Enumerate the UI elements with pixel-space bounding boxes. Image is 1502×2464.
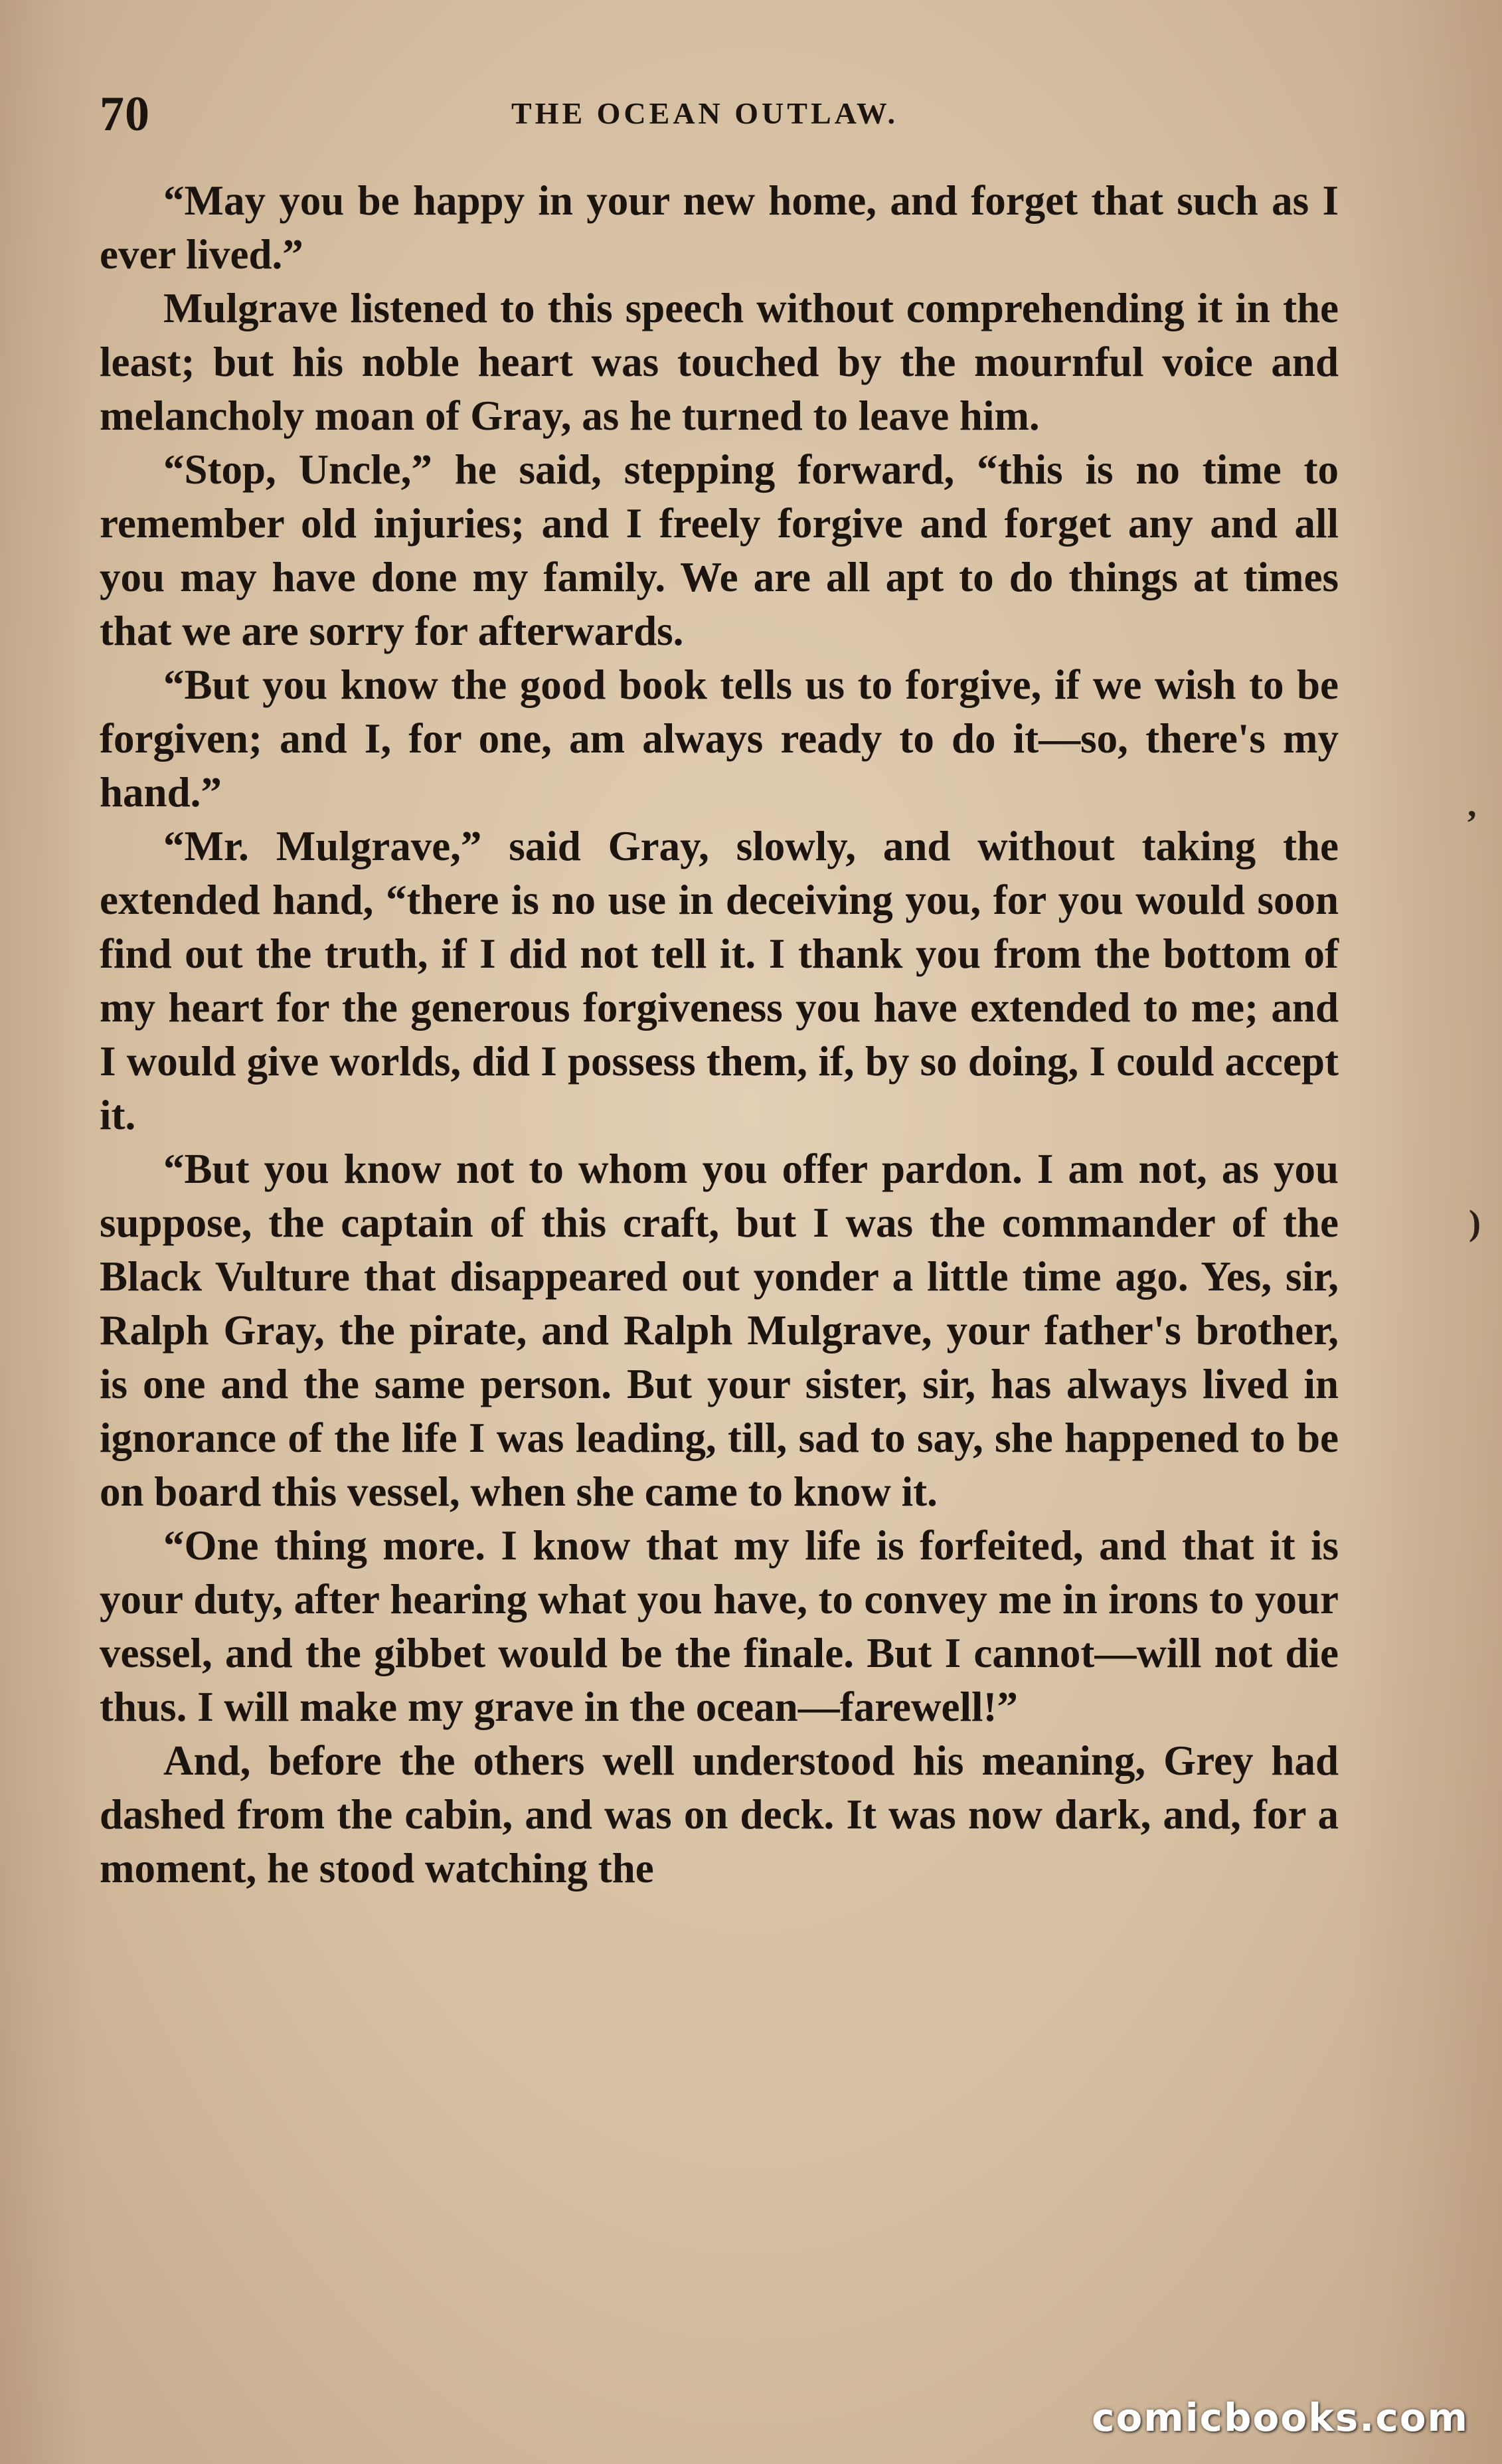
body-text	[100, 174, 1339, 1895]
paragraph: “But you know not to whom you offer pardon. I am not, as you suppose, the captain of this craft, but I was the commander of the Black Vulture that disappeared out yonder a little time ago. Yes, sir, Ralph Gray, the pirate, and Ralph Mulgrave, your father's brother, is one and the same person. But your sister, sir, has always lived in ignorance of the life I was leading, till, sad to say, she happened to be on board this vessel, when she came to know it.	[100, 1146, 1339, 1515]
paragraph: “Stop, Uncle,” he said, stepping forward, “this is no time to remember old injuries; and I freely forgive and forget any and all you may have done my family. We are all apt to do things at times that we are sorry for afterwards.	[100, 446, 1339, 654]
running-title: THE OCEAN OUTLAW.	[511, 96, 899, 130]
paragraph: And, before the others well understood his meaning, Grey had dashed from the cabin, and was on deck. It was now dark, and, for a moment, he stood watching the	[100, 1737, 1339, 1892]
paragraph: “One thing more. I know that my life is forfeited, and that it is your duty, after hearing what you have, to convey me in irons to your vessel, and the gibbet would be the finale. But I cannot—will not die thus. I will make my grave in the ocean—farewell!”	[100, 1522, 1339, 1730]
paragraph: Mulgrave listened to this speech without comprehending it in the least; but his noble heart was touched by the mournful voice and melancholy moan of Gray, as he turned to leave him.	[100, 285, 1339, 439]
paragraph: “But you know the good book tells us to forgive, if we wish to be forgiven; and I, for one, am always ready to do it—so, there's my hand.”	[100, 661, 1339, 816]
margin-speck: ,	[1467, 784, 1477, 824]
page-number: 70	[100, 87, 150, 141]
paragraph: “Mr. Mulgrave,” said Gray, slowly, and without taking the extended hand, “there is no use in deceiving you, for you would soon find out the truth, if I did not tell it. I thank you from the bottom of my heart for the generous forgiveness you have extended to me; and I would give worlds, did I possess them, if, by so doing, I could accept it.	[100, 823, 1339, 1138]
margin-speck: )	[1469, 1203, 1481, 1243]
paragraph: “May you be happy in your new home, and forget that such as I ever lived.”	[100, 177, 1339, 278]
page-header	[100, 86, 1348, 159]
watermark: comicbooks.com	[1092, 2395, 1469, 2440]
